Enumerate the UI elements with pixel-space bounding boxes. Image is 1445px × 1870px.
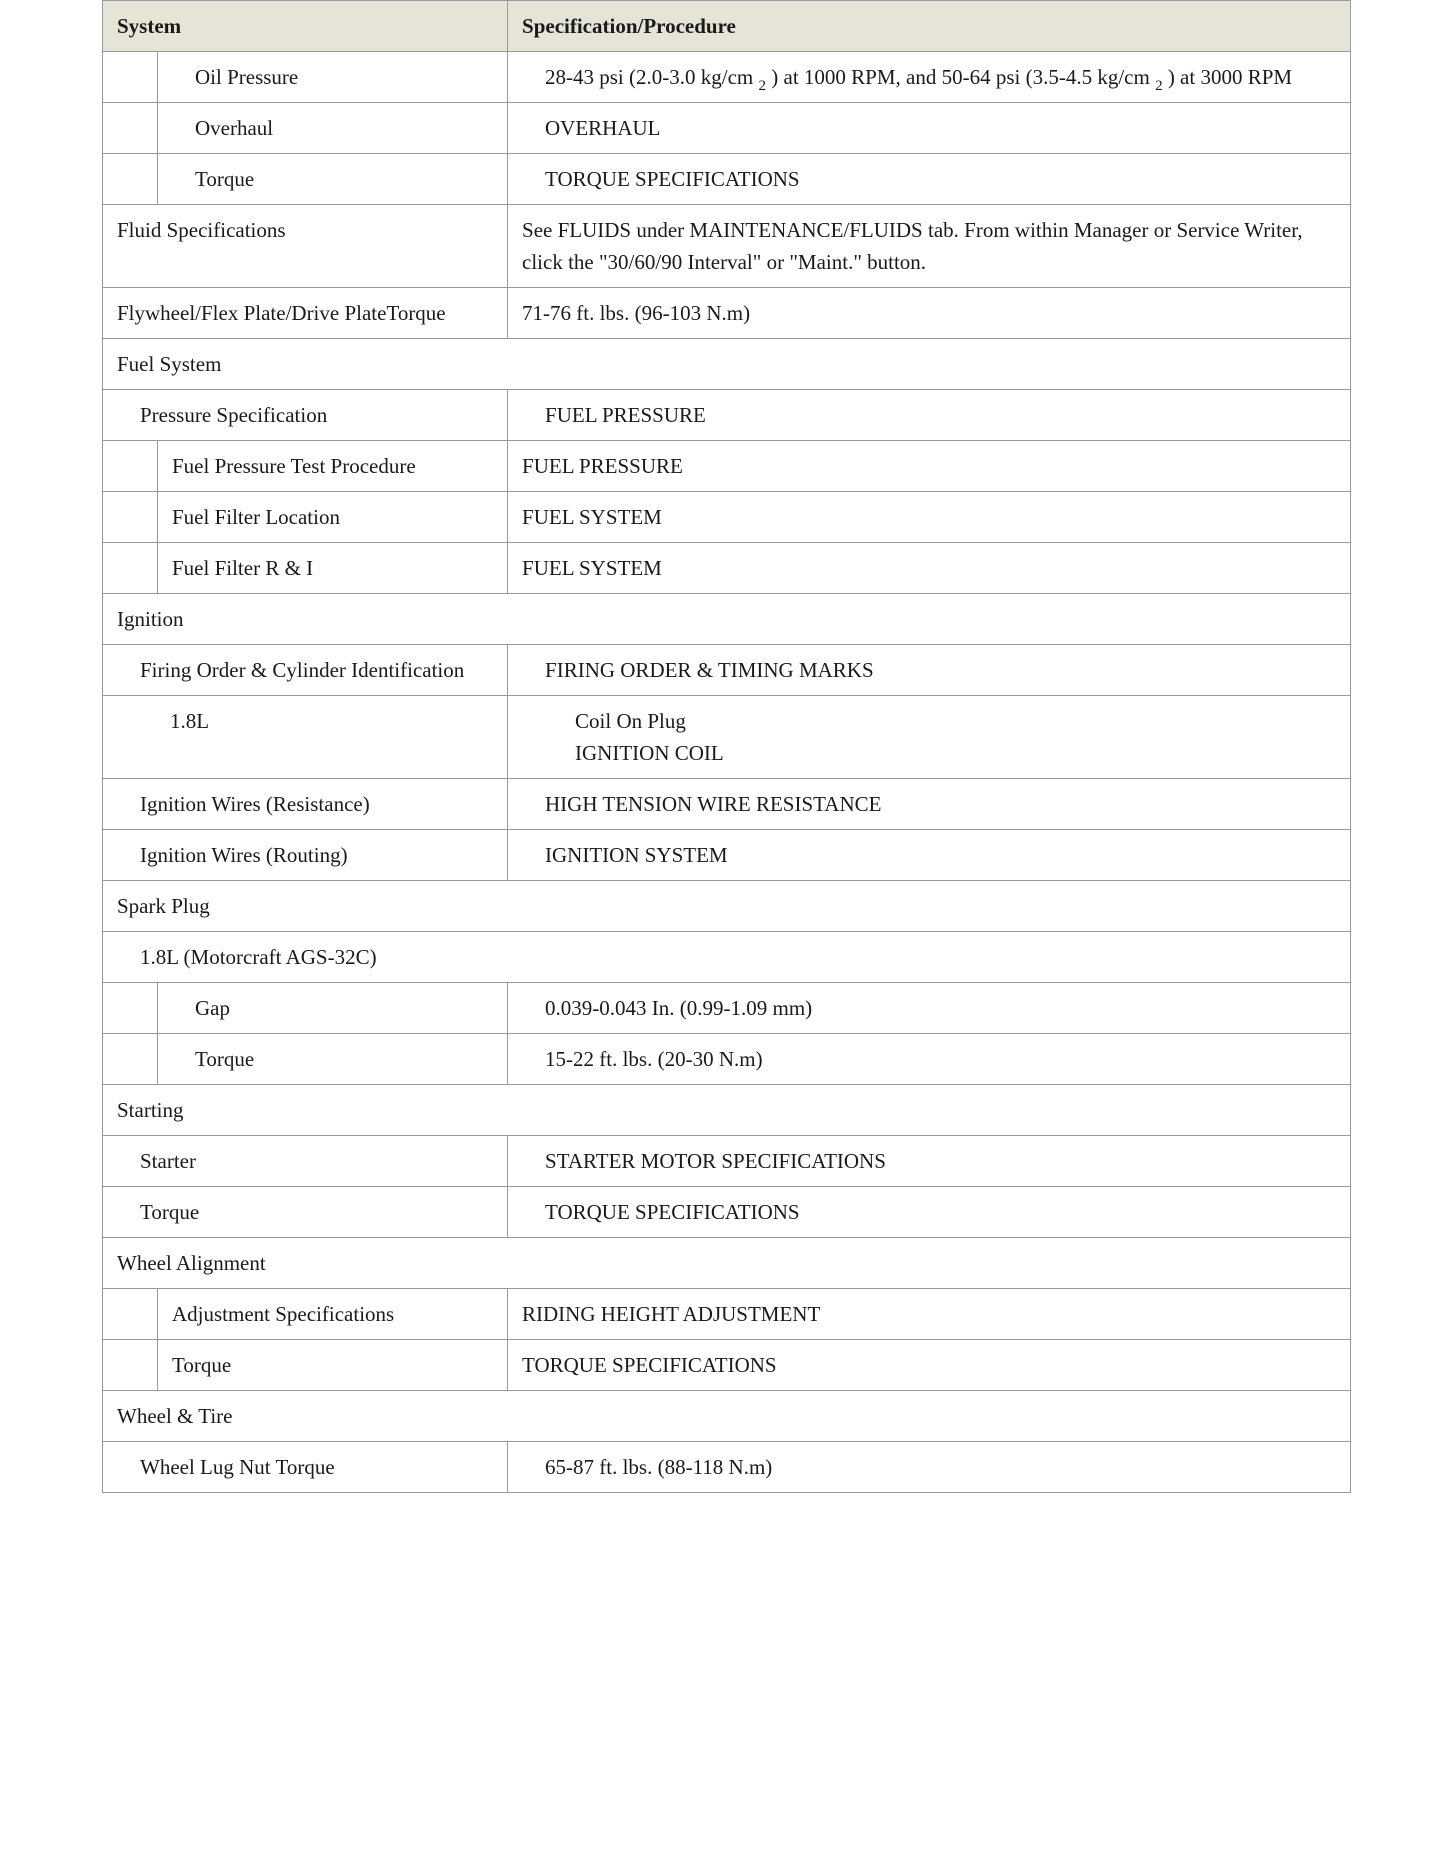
indent-cell: [103, 52, 158, 103]
table-row: [103, 390, 1351, 441]
system-cell: Fuel Filter R & I: [158, 543, 508, 594]
spec-cell: 15-22 ft. lbs. (20-30 N.m): [508, 1034, 1351, 1085]
table-row: [103, 1034, 1351, 1085]
section-heading: Wheel Alignment: [103, 1238, 1351, 1289]
section-heading: Wheel & Tire: [103, 1391, 1351, 1442]
system-cell: Adjustment Specifications: [158, 1289, 508, 1340]
spec-cell: [508, 52, 1351, 103]
spec-line: Coil On Plug: [575, 709, 686, 733]
subsection-row: [103, 932, 1351, 983]
spec-cell: 0.039-0.043 In. (0.99-1.09 mm): [508, 983, 1351, 1034]
indent-cell: [103, 1034, 158, 1085]
section-heading: Ignition: [103, 594, 1351, 645]
spec-cell: HIGH TENSION WIRE RESISTANCE: [508, 779, 1351, 830]
spec-cell: 65-87 ft. lbs. (88-118 N.m): [508, 1442, 1351, 1493]
table-row: [103, 441, 1351, 492]
spec-cell: IGNITION SYSTEM: [508, 830, 1351, 881]
table-row: [103, 205, 1351, 288]
section-row: [103, 881, 1351, 932]
system-cell: Fuel Filter Location: [158, 492, 508, 543]
table-row: [103, 1136, 1351, 1187]
spec-cell: TORQUE SPECIFICATIONS: [508, 1340, 1351, 1391]
section-row: [103, 594, 1351, 645]
section-row: [103, 1391, 1351, 1442]
system-cell: Torque: [158, 1034, 508, 1085]
section-row: [103, 1085, 1351, 1136]
header-system: System: [103, 1, 508, 52]
system-cell: Fuel Pressure Test Procedure: [158, 441, 508, 492]
spec-text-part: 28-43 psi (2.0-3.0 kg/cm: [545, 65, 754, 89]
table-row: [103, 1187, 1351, 1238]
spec-cell: FUEL SYSTEM: [508, 543, 1351, 594]
table-row: [103, 645, 1351, 696]
table-row: [103, 288, 1351, 339]
system-cell: Torque: [158, 1340, 508, 1391]
subscript: 2: [1155, 78, 1163, 94]
table-row: [103, 492, 1351, 543]
indent-cell: [103, 492, 158, 543]
indent-cell: [103, 441, 158, 492]
system-cell: Overhaul: [158, 103, 508, 154]
system-cell: 1.8L: [103, 696, 508, 779]
spec-cell: TORQUE SPECIFICATIONS: [508, 1187, 1351, 1238]
spec-cell: FIRING ORDER & TIMING MARKS: [508, 645, 1351, 696]
table-row: [103, 696, 1351, 779]
system-cell: Flywheel/Flex Plate/Drive PlateTorque: [103, 288, 508, 339]
spec-cell: FUEL PRESSURE: [508, 390, 1351, 441]
section-row: [103, 1238, 1351, 1289]
spec-cell: [508, 696, 1351, 779]
table-row: [103, 1442, 1351, 1493]
table-row: [103, 1289, 1351, 1340]
spec-cell: FUEL PRESSURE: [508, 441, 1351, 492]
indent-cell: [103, 983, 158, 1034]
system-cell: Firing Order & Cylinder Identification: [103, 645, 508, 696]
table-row: [103, 103, 1351, 154]
subscript: 2: [758, 78, 766, 94]
spec-text-part: ) at 3000 RPM: [1167, 65, 1293, 89]
system-cell: Ignition Wires (Resistance): [103, 779, 508, 830]
system-cell: Pressure Specification: [103, 390, 508, 441]
indent-cell: [103, 103, 158, 154]
system-cell: Wheel Lug Nut Torque: [103, 1442, 508, 1493]
system-cell: Fluid Specifications: [103, 205, 508, 288]
section-row: [103, 339, 1351, 390]
indent-cell: [103, 1289, 158, 1340]
indent-cell: [103, 1340, 158, 1391]
table-row: [103, 779, 1351, 830]
table-row: [103, 983, 1351, 1034]
table-row: [103, 830, 1351, 881]
system-cell: Torque: [158, 154, 508, 205]
table-row: [103, 1340, 1351, 1391]
section-heading: Spark Plug: [103, 881, 1351, 932]
specifications-table: [102, 0, 1351, 1493]
header-specification: Specification/Procedure: [508, 1, 1351, 52]
spec-cell: OVERHAUL: [508, 103, 1351, 154]
spec-cell: TORQUE SPECIFICATIONS: [508, 154, 1351, 205]
indent-cell: [103, 543, 158, 594]
subsection-heading: 1.8L (Motorcraft AGS-32C): [103, 932, 1351, 983]
system-cell: Gap: [158, 983, 508, 1034]
system-cell: Ignition Wires (Routing): [103, 830, 508, 881]
spec-cell: RIDING HEIGHT ADJUSTMENT: [508, 1289, 1351, 1340]
section-heading: Starting: [103, 1085, 1351, 1136]
spec-cell: See FLUIDS under MAINTENANCE/FLUIDS tab. From within Manager or Service Writer, click the "30/60/90 Interval" or "Maint." button.: [508, 205, 1351, 288]
system-cell: Oil Pressure: [158, 52, 508, 103]
system-cell: Torque: [103, 1187, 508, 1238]
section-heading: Fuel System: [103, 339, 1351, 390]
spec-line: IGNITION COIL: [575, 741, 724, 765]
indent-cell: [103, 154, 158, 205]
table-row: [103, 154, 1351, 205]
spec-text-part: ) at 1000 RPM, and 50-64 psi (3.5-4.5 kg/cm: [771, 65, 1150, 89]
table-row: [103, 52, 1351, 103]
system-cell: Starter: [103, 1136, 508, 1187]
spec-cell: FUEL SYSTEM: [508, 492, 1351, 543]
table-header-row: [103, 1, 1351, 52]
spec-cell: STARTER MOTOR SPECIFICATIONS: [508, 1136, 1351, 1187]
table-row: [103, 543, 1351, 594]
spec-cell: 71-76 ft. lbs. (96-103 N.m): [508, 288, 1351, 339]
